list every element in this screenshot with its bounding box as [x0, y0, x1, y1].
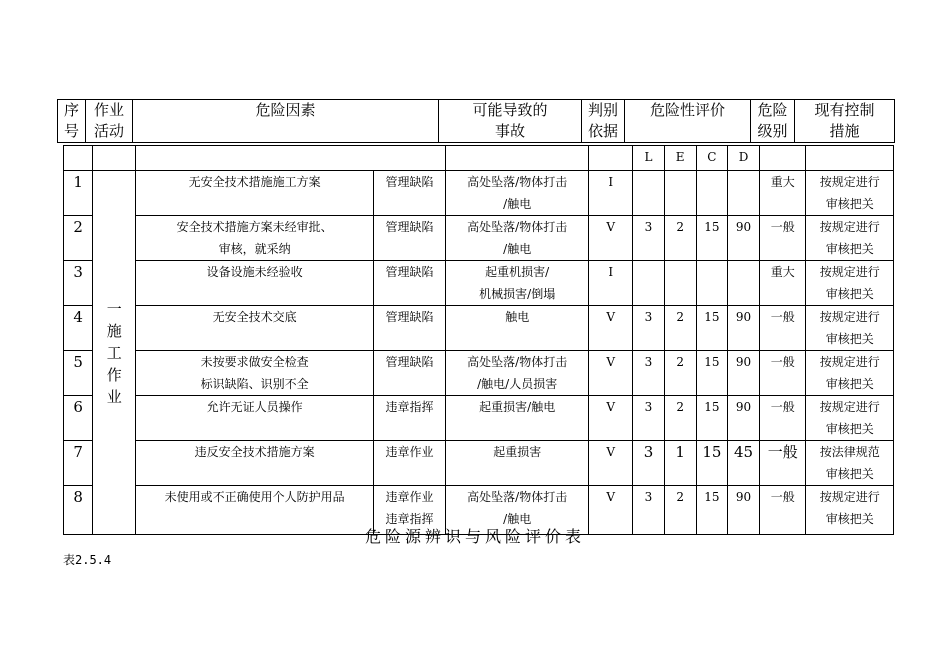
row-risk-level-line1: 重大	[770, 175, 795, 189]
table-caption: 危险源辨识与风险评价表	[364, 527, 585, 546]
row-d-value-line1: 90	[735, 400, 752, 414]
subheader-c: C	[696, 146, 727, 171]
row-c-value	[696, 261, 727, 306]
row-seq-line1: 7	[73, 443, 83, 461]
row-e-value-line1: 2	[676, 490, 684, 504]
row-hazard-factor	[136, 216, 373, 261]
row-judgment-basis	[589, 261, 633, 306]
row-possible-accident-line1: 起重损害/触电	[479, 400, 556, 414]
row-seq-line1: 6	[73, 398, 83, 416]
subheader-d: D	[727, 146, 759, 171]
row-judgment-basis	[589, 306, 633, 351]
row-hazard-factor	[136, 261, 373, 306]
row-hazard-factor-line1: 无安全技术措施施工方案	[188, 175, 321, 189]
row-risk-level-line1: 一般	[767, 443, 798, 461]
table-row	[64, 351, 894, 396]
activity-cell	[93, 171, 136, 535]
row-d-value	[727, 216, 759, 261]
row-hazard-factor-line1: 允许无证人员操作	[206, 400, 303, 414]
row-seq-line1: 5	[73, 353, 83, 371]
row-possible-accident-line2: /触电/人员损害	[477, 377, 558, 391]
row-risk-level	[760, 441, 806, 486]
row-e-value-line1: 2	[676, 400, 684, 414]
header-risk-level-line2: 级别	[757, 122, 788, 140]
row-risk-level	[760, 171, 806, 216]
row-judgment-basis-line1: V	[606, 400, 616, 414]
row-hazard-factor	[136, 171, 373, 216]
row-control-measure-line1: 按规定进行	[819, 400, 880, 414]
row-e-value	[664, 396, 696, 441]
subheader-empty-cell	[446, 146, 589, 171]
row-possible-accident	[446, 351, 589, 396]
row-c-value	[696, 396, 727, 441]
activity-char: 施	[106, 321, 122, 340]
header-risk-level	[751, 100, 795, 143]
activity-char: 作	[106, 365, 122, 384]
row-e-value	[664, 351, 696, 396]
row-l-value	[633, 261, 664, 306]
row-control-measure-line1: 按法律规范	[819, 445, 880, 459]
row-deficiency-type	[373, 441, 445, 486]
row-possible-accident-line2: /触电	[503, 197, 532, 211]
row-c-value	[696, 351, 727, 396]
row-d-value-line1: 45	[734, 443, 754, 461]
row-c-value	[696, 306, 727, 351]
row-possible-accident	[446, 396, 589, 441]
activity-char: 一	[106, 299, 122, 318]
row-d-value-line1: 90	[735, 490, 752, 504]
row-possible-accident-line2: /触电	[503, 512, 532, 526]
activity-char: 工	[106, 343, 122, 362]
row-deficiency-type-line1: 违章指挥	[385, 400, 434, 414]
row-deficiency-type-line1: 管理缺陷	[385, 220, 434, 234]
row-e-value-line1: 2	[676, 355, 684, 369]
row-control-measure-line1: 按规定进行	[819, 220, 880, 234]
row-seq-line1: 3	[73, 263, 83, 281]
row-hazard-factor-line1: 无安全技术交底	[212, 310, 297, 324]
header-risk-evaluation-text: 危险性评价	[649, 101, 725, 119]
row-judgment-basis-line1: V	[606, 445, 616, 459]
row-hazard-factor	[136, 351, 373, 396]
row-control-measure-line2: 审核把关	[825, 287, 874, 301]
row-hazard-factor-line1: 未按要求做安全检查	[200, 355, 309, 369]
row-control-measure	[806, 216, 894, 261]
subheader-row	[64, 146, 894, 171]
row-hazard-factor-line1: 违反安全技术措施方案	[194, 445, 315, 459]
row-l-value	[633, 216, 664, 261]
risk-table	[63, 145, 894, 535]
row-d-value-line1: 90	[735, 310, 752, 324]
header-possible-accident	[439, 100, 582, 143]
row-judgment-basis-line1: V	[606, 355, 616, 369]
row-risk-level-line1: 一般	[770, 220, 795, 234]
row-possible-accident	[446, 306, 589, 351]
row-deficiency-type	[373, 351, 445, 396]
row-l-value-line1: 3	[644, 355, 653, 369]
row-control-measure-line1: 按规定进行	[819, 490, 880, 504]
row-possible-accident-line1: 起重损害	[493, 445, 542, 459]
header-risk-evaluation	[625, 100, 751, 143]
row-c-value-line1: 15	[704, 310, 720, 324]
header-control-measures-line2: 措施	[829, 122, 860, 140]
table-row	[64, 396, 894, 441]
row-deficiency-type-line1: 管理缺陷	[385, 175, 434, 189]
row-seq	[64, 351, 93, 396]
header-activity-line2: 活动	[93, 122, 124, 140]
subheader-empty-cell	[64, 146, 93, 171]
row-hazard-factor-line1: 设备设施未经验收	[206, 265, 303, 279]
row-judgment-basis-line1: I	[608, 265, 614, 279]
row-d-value	[727, 351, 759, 396]
row-possible-accident	[446, 216, 589, 261]
row-control-measure-line2: 审核把关	[825, 377, 874, 391]
row-deficiency-type	[373, 171, 445, 216]
header-seq-line1: 序	[63, 101, 79, 119]
row-d-value	[727, 396, 759, 441]
table-number: 表2.5.4	[63, 553, 112, 567]
row-deficiency-type-line1: 管理缺陷	[385, 355, 434, 369]
header-risk-level-line1: 危险	[757, 101, 788, 119]
row-possible-accident-line1: 高处坠落/物体打击	[467, 490, 568, 504]
header-seq-line2: 号	[63, 122, 79, 140]
row-seq-line1: 2	[73, 218, 83, 236]
row-control-measure-line1: 按规定进行	[819, 175, 880, 189]
row-control-measure-line1: 按规定进行	[819, 355, 880, 369]
row-c-value	[696, 216, 727, 261]
row-d-value	[727, 306, 759, 351]
row-hazard-factor-line2: 标识缺陷、识别不全	[200, 377, 309, 391]
subheader-empty-cell	[806, 146, 894, 171]
header-control-measures	[795, 100, 895, 143]
row-deficiency-type	[373, 216, 445, 261]
header-judgment-basis	[582, 100, 625, 143]
subheader-empty-cell	[589, 146, 633, 171]
row-judgment-basis	[589, 216, 633, 261]
row-d-value	[727, 441, 759, 486]
row-l-value	[633, 351, 664, 396]
table-row	[64, 306, 894, 351]
row-deficiency-type-line1: 管理缺陷	[385, 265, 434, 279]
row-control-measure-line1: 按规定进行	[819, 265, 880, 279]
row-judgment-basis	[589, 396, 633, 441]
row-control-measure-line2: 审核把关	[825, 197, 874, 211]
row-hazard-factor	[136, 306, 373, 351]
subheader-empty-cell	[93, 146, 136, 171]
row-deficiency-type-line1: 管理缺陷	[385, 310, 434, 324]
row-e-value	[664, 261, 696, 306]
row-seq	[64, 306, 93, 351]
row-seq-line1: 8	[73, 488, 83, 506]
row-l-value-line1: 3	[644, 400, 653, 414]
row-d-value	[727, 261, 759, 306]
subheader-l: L	[633, 146, 664, 171]
row-l-value-line1: 3	[643, 443, 654, 461]
row-deficiency-type	[373, 261, 445, 306]
row-judgment-basis-line1: V	[606, 310, 616, 324]
row-e-value	[664, 216, 696, 261]
row-risk-level	[760, 216, 806, 261]
row-risk-level-line1: 一般	[770, 490, 795, 504]
row-hazard-factor	[136, 396, 373, 441]
row-d-value-line1: 90	[735, 355, 752, 369]
row-risk-level	[760, 396, 806, 441]
row-judgment-basis	[589, 441, 633, 486]
table-row	[64, 261, 894, 306]
activity-char: 业	[106, 387, 122, 406]
header-hazard-factor-text: 危险因素	[255, 101, 316, 119]
row-risk-level-line1: 一般	[770, 355, 795, 369]
row-c-value	[696, 171, 727, 216]
row-judgment-basis	[589, 351, 633, 396]
header-seq	[58, 100, 86, 143]
row-possible-accident-line1: 起重机损害/	[485, 265, 550, 279]
row-e-value-line1: 1	[675, 443, 685, 461]
row-possible-accident-line1: 高处坠落/物体打击	[467, 355, 568, 369]
row-seq	[64, 396, 93, 441]
row-control-measure-line2: 审核把关	[825, 467, 874, 481]
row-control-measure-line2: 审核把关	[825, 242, 874, 256]
row-deficiency-type	[373, 396, 445, 441]
row-e-value-line1: 2	[676, 310, 684, 324]
row-judgment-basis-line1: V	[606, 490, 616, 504]
header-judgment-basis-line2: 依据	[587, 122, 618, 140]
row-control-measure-line2: 审核把关	[825, 512, 874, 526]
header-possible-accident-line2: 事故	[494, 122, 525, 140]
row-e-value	[664, 441, 696, 486]
header-hazard-factor	[133, 100, 439, 143]
header-activity	[86, 100, 133, 143]
row-l-value	[633, 306, 664, 351]
row-hazard-factor-line2: 审核，就采纳	[218, 242, 291, 256]
row-possible-accident	[446, 261, 589, 306]
header-activity-line1: 作业	[93, 101, 124, 119]
row-hazard-factor-line1: 安全技术措施方案未经审批、	[176, 220, 333, 234]
row-seq-line1: 4	[73, 308, 83, 326]
row-c-value-line1: 15	[704, 490, 720, 504]
row-c-value-line1: 15	[704, 400, 720, 414]
row-risk-level	[760, 261, 806, 306]
row-control-measure	[806, 171, 894, 216]
subheader-e: E	[664, 146, 696, 171]
row-c-value	[696, 441, 727, 486]
row-control-measure	[806, 306, 894, 351]
row-possible-accident-line2: 机械损害/倒塌	[479, 287, 556, 301]
row-control-measure	[806, 351, 894, 396]
row-l-value-line1: 3	[644, 490, 653, 504]
row-hazard-factor	[136, 441, 373, 486]
row-control-measure	[806, 396, 894, 441]
row-seq-line1: 1	[73, 173, 83, 191]
row-judgment-basis-line1: I	[608, 175, 614, 189]
row-seq	[64, 216, 93, 261]
row-l-value-line1: 3	[644, 220, 653, 234]
table-row	[64, 171, 894, 216]
row-control-measure-line2: 审核把关	[825, 422, 874, 436]
row-risk-level	[760, 351, 806, 396]
row-judgment-basis	[589, 171, 633, 216]
row-possible-accident-line1: 触电	[505, 310, 530, 324]
row-seq	[64, 261, 93, 306]
row-risk-level	[760, 306, 806, 351]
header-control-measures-line1: 现有控制	[814, 101, 875, 119]
row-d-value	[727, 171, 759, 216]
row-seq	[64, 441, 93, 486]
row-possible-accident-line2: /触电	[503, 242, 532, 256]
row-control-measure-line2: 审核把关	[825, 332, 874, 346]
row-control-measure	[806, 441, 894, 486]
row-deficiency-type-line2: 违章指挥	[385, 512, 434, 526]
row-deficiency-type-line1: 违章作业	[385, 490, 434, 504]
row-l-value-line1: 3	[644, 310, 653, 324]
row-hazard-factor-line1: 未使用或不正确使用个人防护用品	[164, 490, 345, 504]
table-row	[64, 441, 894, 486]
row-l-value	[633, 396, 664, 441]
row-deficiency-type	[373, 306, 445, 351]
header-judgment-basis-line1: 判别	[587, 101, 618, 119]
row-judgment-basis-line1: V	[606, 220, 616, 234]
row-possible-accident	[446, 441, 589, 486]
header-possible-accident-line1: 可能导致的	[472, 101, 548, 119]
row-l-value	[633, 171, 664, 216]
row-e-value-line1: 2	[676, 220, 684, 234]
row-e-value	[664, 306, 696, 351]
row-c-value-line1: 15	[704, 220, 720, 234]
subheader-empty-cell	[136, 146, 446, 171]
table-row	[64, 216, 894, 261]
row-control-measure-line1: 按规定进行	[819, 310, 880, 324]
row-seq	[64, 171, 93, 216]
row-risk-level-line1: 一般	[770, 310, 795, 324]
row-possible-accident-line1: 高处坠落/物体打击	[467, 220, 568, 234]
row-possible-accident	[446, 171, 589, 216]
row-e-value	[664, 171, 696, 216]
subheader-empty-cell	[760, 146, 806, 171]
row-risk-level-line1: 重大	[770, 265, 795, 279]
row-l-value	[633, 441, 664, 486]
row-d-value-line1: 90	[735, 220, 752, 234]
row-c-value-line1: 15	[702, 443, 722, 461]
row-deficiency-type-line1: 违章作业	[385, 445, 434, 459]
row-c-value-line1: 15	[704, 355, 720, 369]
row-possible-accident-line1: 高处坠落/物体打击	[467, 175, 568, 189]
header-table	[57, 99, 895, 143]
row-risk-level-line1: 一般	[770, 400, 795, 414]
row-control-measure	[806, 261, 894, 306]
